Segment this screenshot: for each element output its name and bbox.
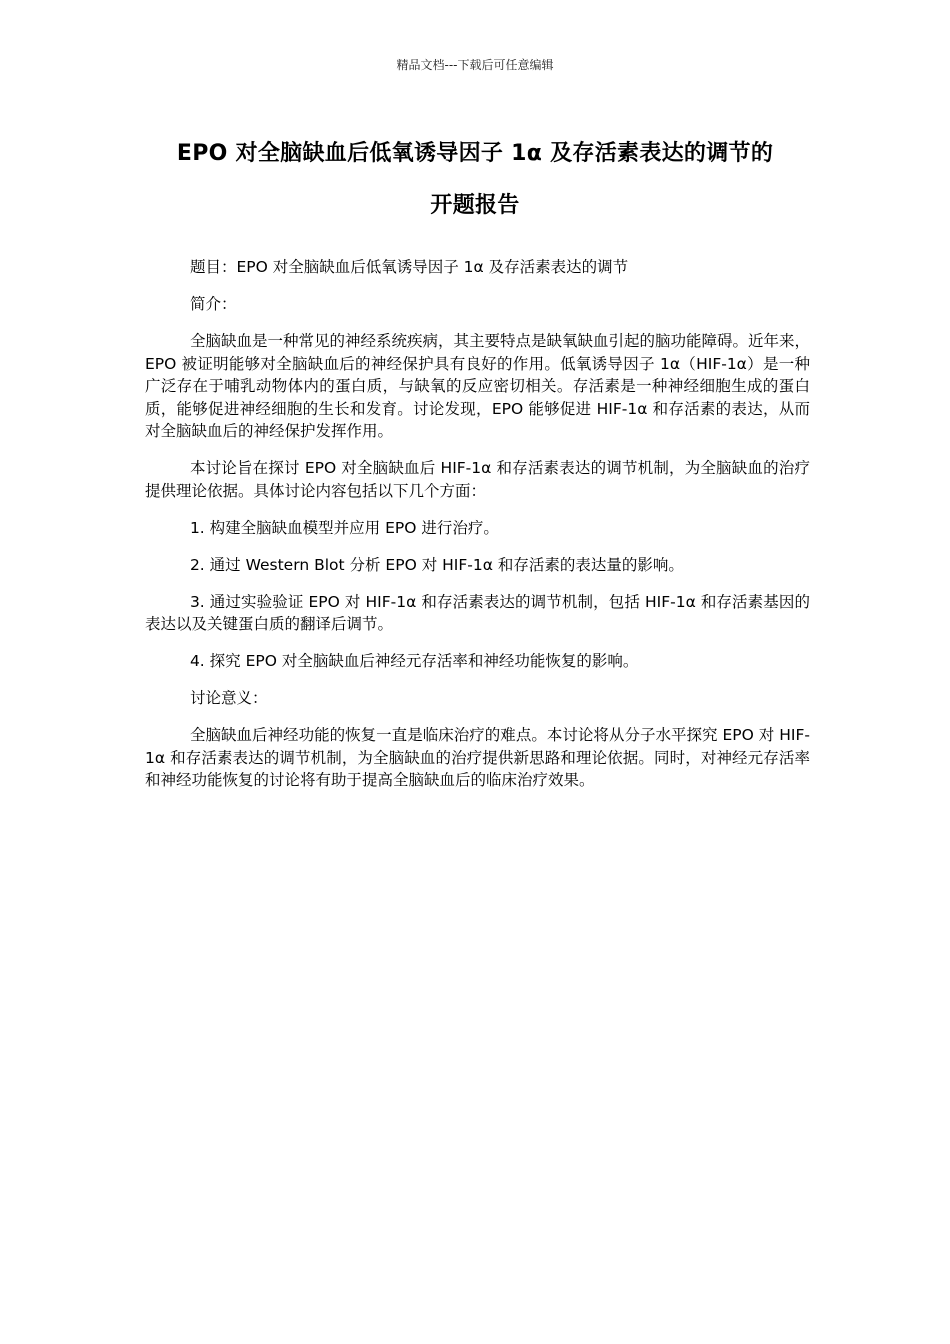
list-item-4: 4. 探究 EPO 对全脑缺血后神经元存活率和神经功能恢复的影响。 [189, 652, 639, 670]
list-item-3: 3. 通过实验验证 EPO 对 HIF-1α 和存活素表达的调节机制，包括 HIF-1α 和存活素基因的表达以及关键蛋白质的翻译后调节。 [145, 592, 810, 633]
intro-heading: 简介： [189, 295, 237, 313]
document-body [145, 256, 810, 806]
aim-paragraph: 本讨论旨在探讨 EPO 对全脑缺血后 HIF-1α 和存活素表达的调节机制，为全脑缺血的治疗提供理论依据。具体讨论内容包括以下几个方面： [145, 459, 810, 500]
document-title [130, 128, 820, 232]
significance-paragraph: 全脑缺血后神经功能的恢复一直是临床治疗的难点。本讨论将从分子水平探究 EPO 对 HIF-1α 和存活素表达的调节机制，为全脑缺血的治疗提供新思路和理论依据。同时，对神经元存活率和神经功能恢复的讨论将有助于提高全脑缺血后的临床治疗效果。 [145, 726, 810, 789]
title-line-2: 开题报告 [430, 193, 520, 218]
topic-line: 题目：EPO 对全脑缺血后低氧诱导因子 1α 及存活素表达的调节 [189, 258, 629, 276]
significance-heading: 讨论意义： [189, 689, 268, 707]
header-note: 精品文档---下载后可任意编辑 [396, 58, 554, 72]
intro-paragraph: 全脑缺血是一种常见的神经系统疾病，其主要特点是缺氧缺血引起的脑功能障碍。近年来，EPO 被证明能够对全脑缺血后的神经保护具有良好的作用。低氧诱导因子 1α（HIF-1α）是一种广泛存在于哺乳动物体内的蛋白质，与缺氧的反应密切相关。存活素是一种神经细胞生成的蛋白质，能够促进神经细胞的生长和发育。讨论发现，EPO 能够促进 HIF-1α 和存活素的表达，从而对全脑缺血后的神经保护发挥作用。 [145, 332, 810, 440]
list-item-1: 1. 构建全脑缺血模型并应用 EPO 进行治疗。 [189, 518, 499, 537]
title-line-1: EPO 对全脑缺血后低氧诱导因子 1α 及存活素表达的调节的 [176, 141, 774, 166]
list-item-2: 2. 通过 Western Blot 分析 EPO 对 HIF-1α 和存活素的表达量的影响。 [189, 555, 684, 574]
